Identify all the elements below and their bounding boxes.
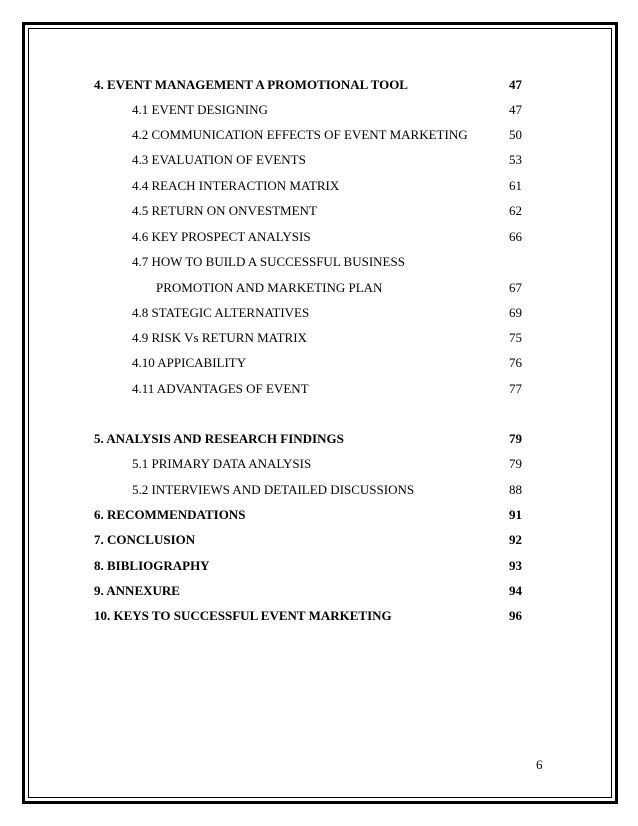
toc-entry-page: 67 — [509, 280, 522, 295]
toc-entry-page: 47 — [509, 77, 522, 92]
toc-entry-title: 4.2 COMMUNICATION EFFECTS OF EVENT MARKETING — [132, 127, 468, 142]
toc-entry — [0, 530, 638, 550]
toc-entry — [0, 252, 638, 272]
toc-entry — [0, 556, 638, 576]
toc-entry-page: 93 — [509, 558, 522, 573]
toc-entry-title: 4.3 EVALUATION OF EVENTS — [132, 152, 306, 167]
toc-entry-title: 5.2 INTERVIEWS AND DETAILED DISCUSSIONS — [132, 482, 415, 497]
toc-entry-page: 91 — [509, 507, 522, 522]
toc-entry-title: 4.10 APPICABILITY — [132, 355, 247, 370]
toc-entry-page: 79 — [509, 456, 522, 471]
toc-entry-page: 94 — [509, 583, 522, 598]
toc-entry-title: 4. EVENT MANAGEMENT A PROMOTIONAL TOOL — [94, 77, 408, 92]
toc-entry-title: 4.11 ADVANTAGES OF EVENT — [132, 381, 309, 396]
toc-entry-page: 47 — [509, 102, 522, 117]
toc-entry — [0, 480, 638, 500]
toc-entry — [0, 505, 638, 525]
toc-entry-page: 88 — [509, 482, 522, 497]
toc-entry-title: 10. KEYS TO SUCCESSFUL EVENT MARKETING — [94, 608, 392, 623]
toc-entry — [0, 454, 638, 474]
toc-entry-title: 4.1 EVENT DESIGNING — [132, 102, 268, 117]
toc-entry — [0, 278, 638, 298]
toc-entry-page: 50 — [509, 127, 522, 142]
toc-entry — [0, 75, 638, 95]
toc-entry-page: 62 — [509, 203, 522, 218]
toc-entry-page: 79 — [509, 431, 522, 446]
toc-entry-title: 4.8 STATEGIC ALTERNATIVES — [132, 305, 310, 320]
toc-entry-title: 6. RECOMMENDATIONS — [94, 507, 246, 522]
toc-entry — [0, 100, 638, 120]
toc-entry — [0, 176, 638, 196]
toc-entry — [0, 303, 638, 323]
toc-entry-title: 4.5 RETURN ON ONVESTMENT — [132, 203, 317, 218]
toc-entry — [0, 429, 638, 449]
toc-entry-title: 9. ANNEXURE — [94, 583, 180, 598]
toc-entry — [0, 606, 638, 626]
toc-entry-page: 92 — [509, 532, 522, 547]
toc-entry-page: 76 — [509, 355, 522, 370]
toc-entry — [0, 150, 638, 170]
toc-entry-page: 66 — [509, 229, 522, 244]
toc-entry — [0, 353, 638, 373]
toc-entry-page: 75 — [509, 330, 522, 345]
toc-entry — [0, 581, 638, 601]
toc-entry-title: 4.4 REACH INTERACTION MATRIX — [132, 178, 340, 193]
toc-entry-title: 5.1 PRIMARY DATA ANALYSIS — [132, 456, 312, 471]
toc-entry — [0, 328, 638, 348]
toc-entry-title: 5. ANALYSIS AND RESEARCH FINDINGS — [94, 431, 344, 446]
toc-entry-title: 7. CONCLUSION — [94, 532, 196, 547]
toc-entry-page: 77 — [509, 381, 522, 396]
toc-entry-title: 4.9 RISK Vs RETURN MATRIX — [132, 330, 307, 345]
toc-entry-page: 61 — [509, 178, 522, 193]
toc-entry-title: PROMOTION AND MARKETING PLAN — [156, 280, 383, 295]
toc-entry — [0, 379, 638, 399]
toc-entry-page: 53 — [509, 152, 522, 167]
page-number: 6 — [536, 757, 543, 772]
toc-entry-title: 8. BIBLIOGRAPHY — [94, 558, 210, 573]
toc-entry — [0, 125, 638, 145]
toc-entry — [0, 227, 638, 247]
toc-entry-page: 69 — [509, 305, 522, 320]
toc-entry-page: 96 — [509, 608, 522, 623]
toc-entry-title: 4.7 HOW TO BUILD A SUCCESSFUL BUSINESS — [132, 254, 405, 269]
toc-entry — [0, 201, 638, 221]
toc-entry-title: 4.6 KEY PROSPECT ANALYSIS — [132, 229, 311, 244]
